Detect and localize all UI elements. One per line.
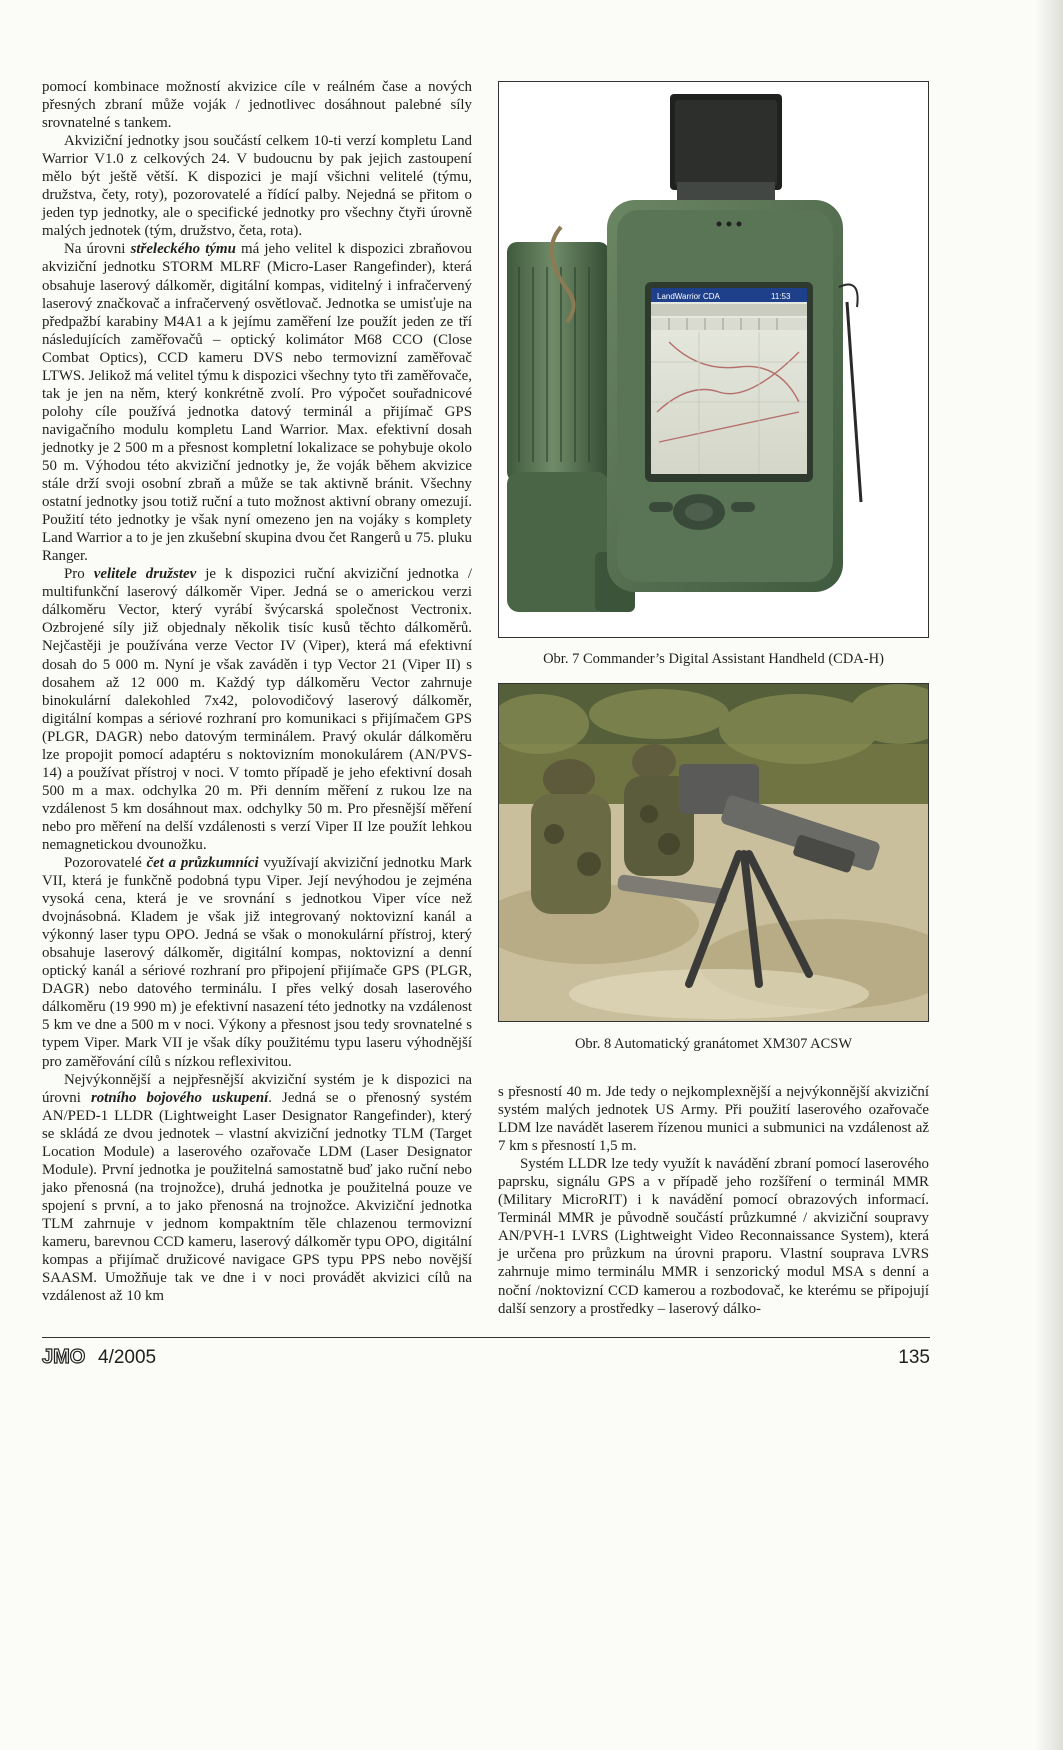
- footer-divider: [42, 1337, 930, 1338]
- grenade-launcher-illustration: [499, 684, 928, 1021]
- handheld-device-illustration: [499, 82, 928, 637]
- paragraph-8: Systém LLDR lze tedy využít k navádění zbraní pomocí laserového paprsku, signálu GPS a v případě jeho rozšíření o terminál MMR (Military MicroRIT) i k navádění pomocí obrazových informací. Terminál MMR je původně součástí průzkumné / akviziční soupravy AN/PVH-1 LVRS (Lightweight Video Reconnaissance System), která je určena pro průzkum na úrovni praporu. Vlastní souprava LVRS zahrnuje mimo terminálu MMR i senzorický modul MSA s denní a noční /noktovizní CCD kamerou a rozbodovač, ke kterému se připojují další senzory a prostředky – laserový dálko-: [498, 1156, 929, 1317]
- figure-7-caption: Obr. 7 Commander’s Digital Assistant Handheld (CDA-H): [543, 651, 884, 667]
- figure-8-photo: [498, 683, 929, 1022]
- left-text-column: [42, 78, 472, 1305]
- paragraph-2: Akviziční jednotky jsou součástí celkem 10-ti verzí kompletu Land Warrior V1.0 z celkových 24. V budoucnu by pak jejich zastoupení mělo být ještě větší. K dispozici je mají všichni velitelé (týmu, družstva, čety, roty), pozorovatelé a řídící palby. Nejedná se přitom o jeden typ jednotky, ale o specifické jednotky pro všechny čtyři úrovně malých jednotek (tým, družstvo, četa, rota).: [42, 133, 472, 240]
- issue-number: 4/2005: [98, 1347, 157, 1368]
- paragraph-1: pomocí kombinace možností akvizice cíle v reálném čase a nových přesných zbraní může voják / jednotlivec dosáhnout palebné síly srovnatelné s tankem.: [42, 79, 472, 132]
- figure-8-caption: Obr. 8 Automatický granátomet XM307 ACSW: [574, 1036, 853, 1052]
- right-text-column: [498, 1083, 929, 1318]
- page-number: 135: [898, 1347, 930, 1368]
- screen-title-text: LandWarrior CDA: [657, 292, 720, 301]
- emphasis-term: střeleckého týmu: [130, 241, 236, 258]
- emphasis-term: velitele družstev: [93, 566, 197, 583]
- paragraph-7: s přesností 40 m. Jde tedy o nejkomplexnější a nejvýkonnější akviziční systém malých jednotek US Army. Při použití laserového ozařovače LDM lze navádět laserem řízenou munici a submunici na vzdálenost až 7 km s přesností 1,5 m.: [498, 1084, 929, 1155]
- page-footer: [42, 1346, 930, 1372]
- paragraph-3: Na úrovni střeleckého týmu má jeho velitel k dispozici zbraňovou akviziční jednotku STORM MLRF (Micro-Laser Rangefinder), která obsahuje laserový dálkoměr, digitální kompas, viditelný i infračervený laserový značkovač a infračervený osvětlovač. Jednotka se umisťuje na předpažbí karabiny M4A1 a k jejímu zaměření lze použít jeden ze tří následujících zaměřovačů – optický kolimátor M68 CCO (Close Combat Optics), CCD kameru DVS nebo termovizní zaměřovač LTWS. Jelikož má velitel týmu k dispozici všechny tyto tři zaměřovače, tak je jen na něm, který konkrétně zvolí. Pro výpočet souřadnicové polohy cíle používá jednotka datový terminál a přijímač GPS navigačního modulu kompletu Land Warrior. Max. efektivní dosah jednotky je 2 500 m a přesnost kompletní lokalizace se pohybuje okolo 50 m. Výhodou této akviziční jednotky je, že voják během akvizice stále drží svoji osobní zbraň a může se tak aktivně bránit. Všechny ostatní jednotky jsou totiž ruční a tuto možnost aktivní obrany omezují. Použití této jednotky je však nyní omezeno jen na vojáky s komplety Land Warrior a to je jen zkušební skupina dvou čet Rangerů u 75. pluku Ranger.: [42, 241, 472, 565]
- journal-logo: JMO: [42, 1346, 86, 1368]
- screen-time-text: 11:53: [771, 292, 791, 301]
- paragraph-4: Pro velitele družstev je k dispozici ruční akviziční jednotka / multifunkční laserový dálkoměr Viper. Jedná se o americkou verzi dálkoměru Vector, který vyrábí švýcarská společnost Vectronix. Ozbrojené síly již objednaly několik tisíc kusů těchto dálkoměrů. Nejčastěji je používána verze Vector IV (Viper), která má efektivní dosah do 5 000 m. Nyní je však zaváděn i typ Vector 21 (Viper II) s dosahem až 12 000 m. Každý typ dálkoměru Vector zahrnuje binokulární dalekohled 7x42, polovodičový laserový dálkoměr, digitální kompas a sériové rozhraní pro komunikaci s přijímačem GPS (PLGR, DAGR) nebo datovým terminálem. Pravý okulár dálkoměru lze propojit pomocí adaptéru s noktovizním monokulárem (AN/PVS-14) a používat přístroj v noci. V tomto případě je jeho efektivní dosah 500 m a max. odchylka 20 m. Při denním měření z rukou lze na vzdálenost 5 km dosáhnout max. odchylky 50 m. Pro přesnější měření nebo pro měření na delší vzdálenosti s verzí Viper II lze použít lehkou nemagnetickou dvounožku.: [42, 566, 473, 853]
- emphasis-term: čet a průzkumníci: [146, 855, 259, 872]
- paragraph-5: Pozorovatelé čet a průzkumníci využívají akviziční jednotku Mark VII, která je funkčně podobná typu Viper. Její nevýhodou je zejména vysoká cena, která je ve srovnání s jednotkou Viper více než dvojnásobná. Kladem je však již integrovaný noktovizní kanál a výkonný laser typu OPO. Jedná se však o monokulární přístroj, který obsahuje laserový dálkoměr, digitální kompas, noktovizní a denní optický kanál a sériové rozhraní pro připojení přijímače GPS (PLGR, DAGR) nebo datového terminálu. I přes velký dosah laserového dálkoměru (19 990 m) je efektivní nasazení této jednotky na vzdálenost 5 km ve dne a 500 m v noci. Výkony a přesnost jsou tedy srovnatelné s typem Viper. Mark VII je však díky použitému typu laseru výhodnější pro zaměřování cílů s nízkou reflexivitou.: [42, 855, 472, 1070]
- page-edge-shadow: [1035, 0, 1063, 1750]
- paragraph-6: Nejvýkonnější a nejpřesnější akviziční systém je k dispozici na úrovni rotního bojového uskupení. Jedná se o přenosný systém AN/PED-1 LLDR (Lightweight Laser Designator Rangefinder), který se skládá ze dvou jednotek – vlastní akviziční jednotky TLM (Target Location Module) a laserového ozařovače LDM (Laser Designator Module). První jednotka je použitelná samostatně buď jako ruční nebo jako přenosná (na trojnožce), druhá jednotka je použitelná pouze ve spojení s první, a to jako přenosná na trojnožce. Akviziční jednotka TLM zahrnuje v jednom kompaktním těle chlazenou termovizní kameru, barevnou CCD kameru, laserový dálkoměr typu OPO, digitální kompas a přijímač družicové navigace GPS typu PPS nebo novější SAASM. Umožňuje tak ve dne i v noci provádět akvizici cílů na vzdálenost až 10 km: [42, 1071, 472, 1305]
- emphasis-term: rotního bojového uskupení: [90, 1089, 269, 1106]
- figure-7-photo: [498, 81, 929, 638]
